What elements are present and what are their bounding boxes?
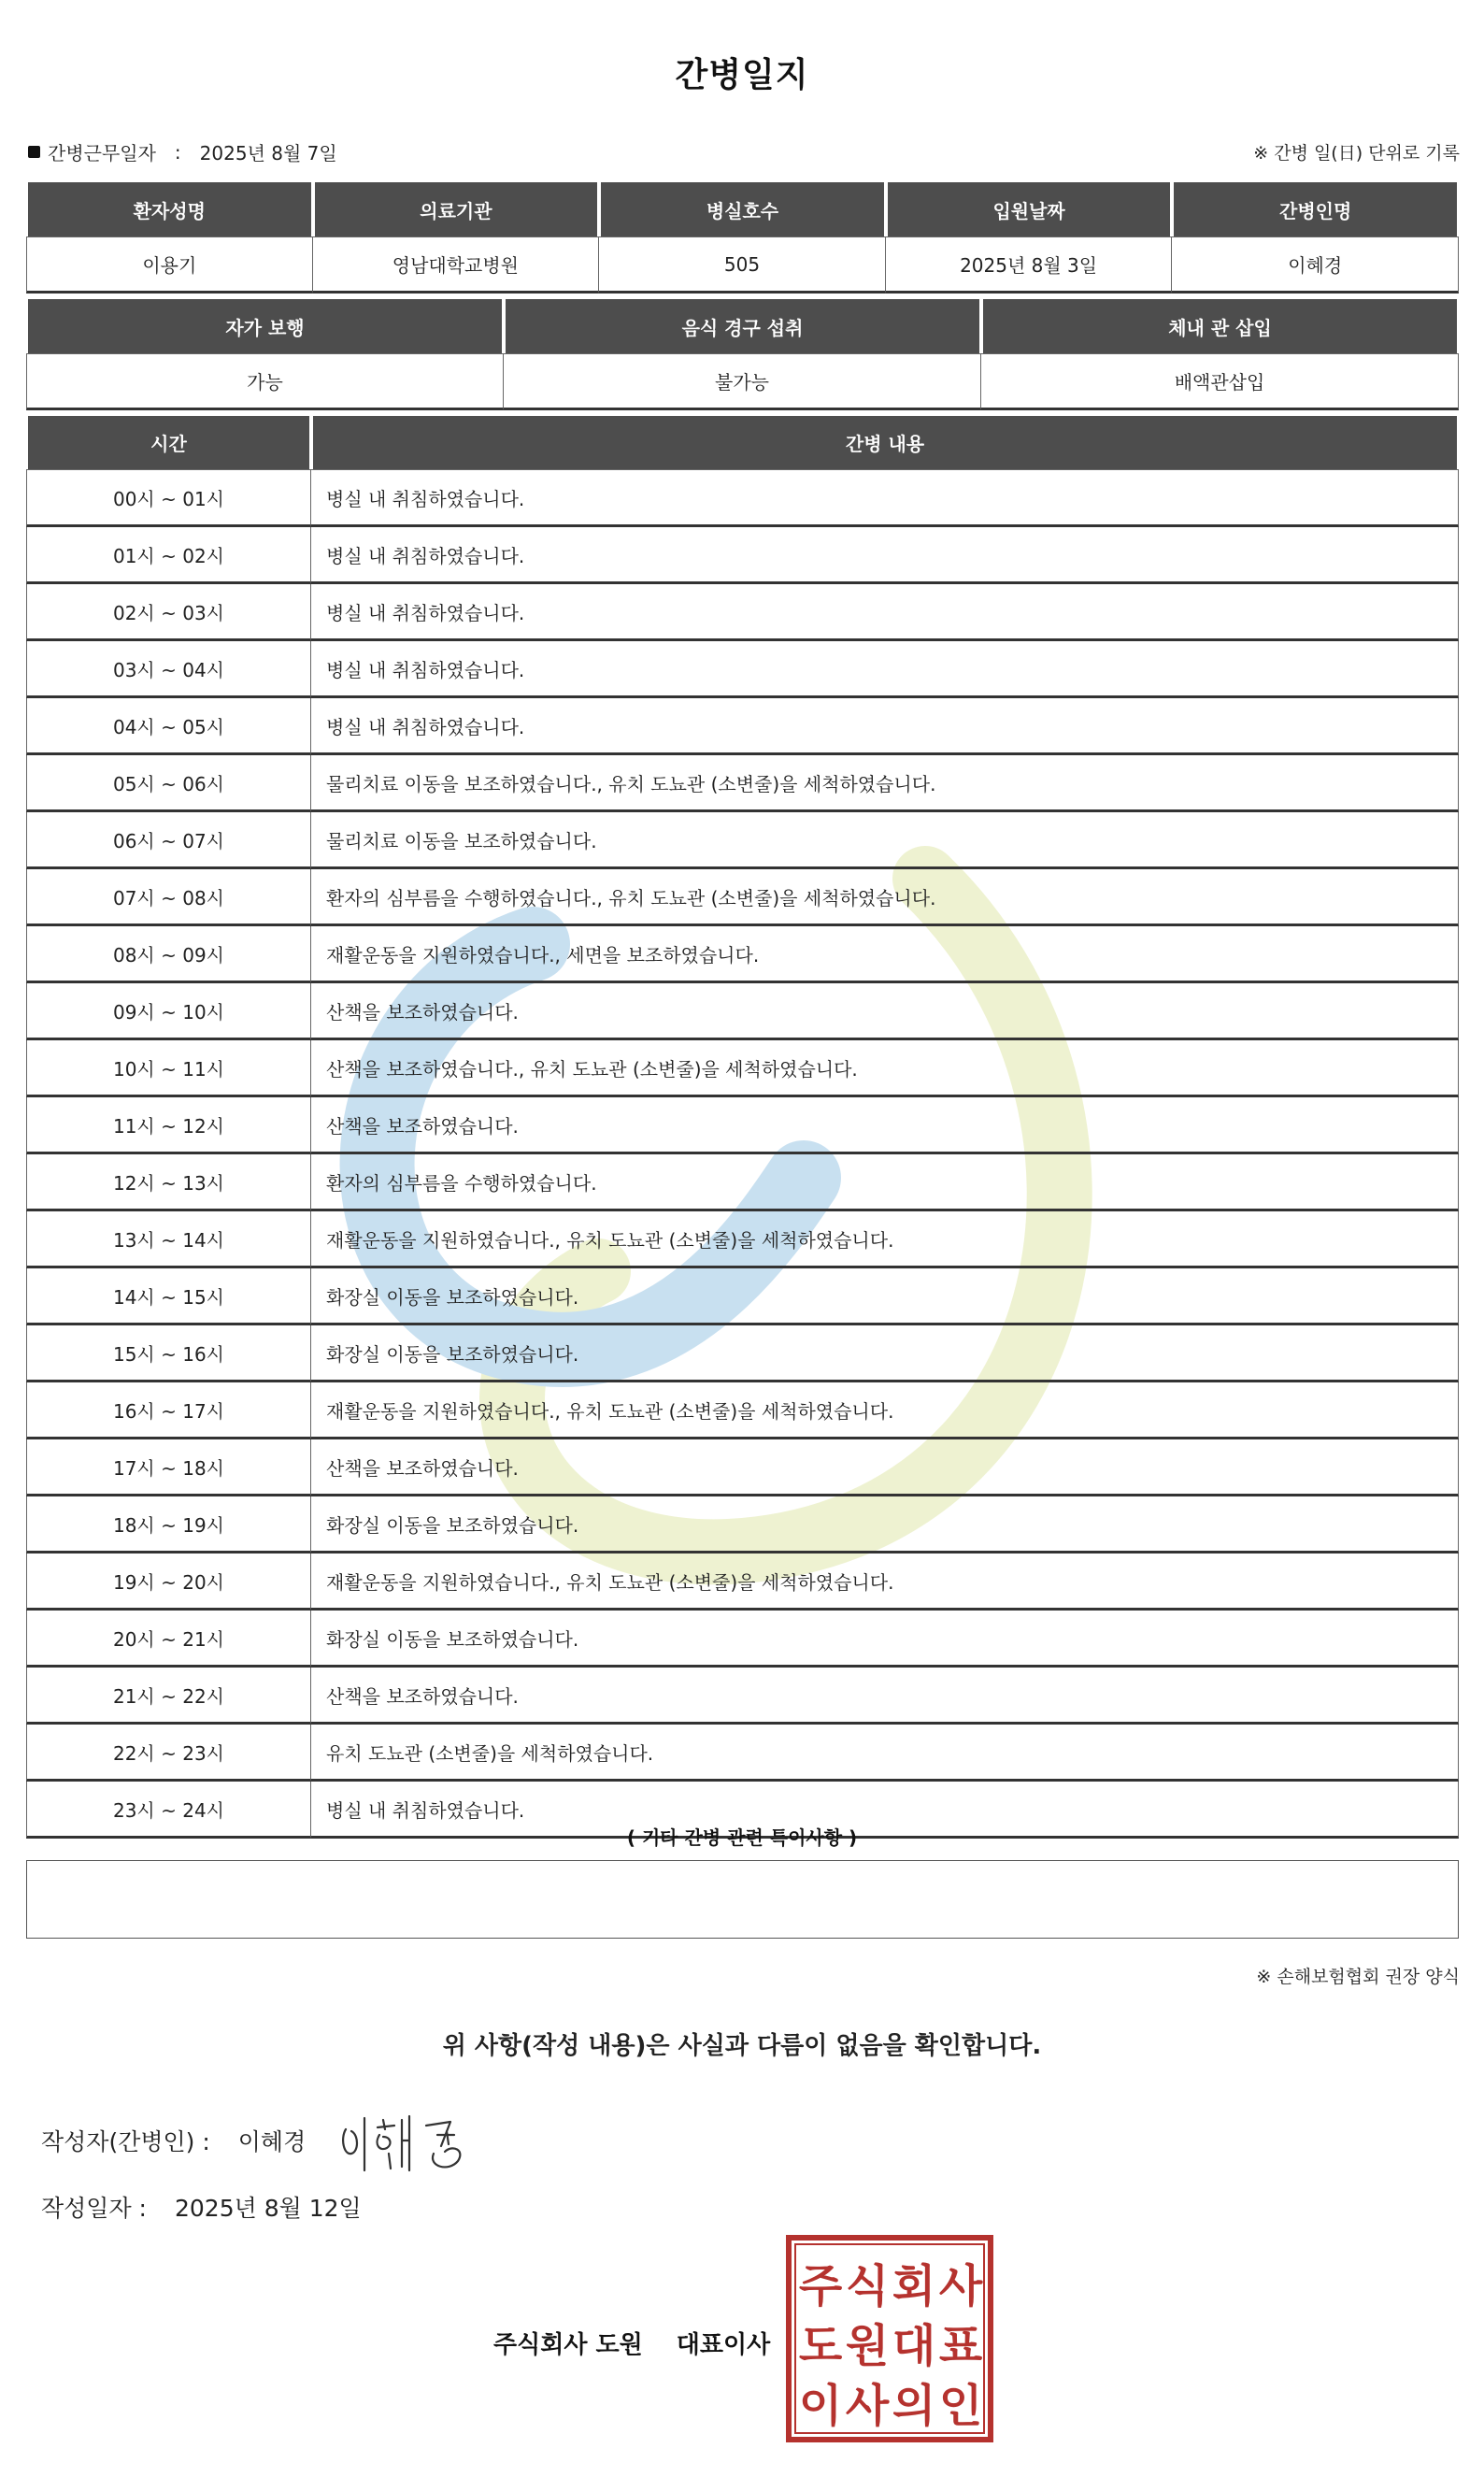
table-row bbox=[26, 527, 1459, 584]
log-time-cell: 17시 ~ 18시 bbox=[26, 1439, 311, 1496]
log-time-cell: 09시 ~ 10시 bbox=[26, 983, 311, 1040]
log-time-cell: 02시 ~ 03시 bbox=[26, 584, 311, 641]
table-header-row bbox=[26, 297, 1459, 353]
log-content-cell: 병실 내 취침하였습니다. bbox=[311, 584, 1459, 641]
log-time-cell: 00시 ~ 01시 bbox=[26, 469, 311, 527]
table-row bbox=[26, 1496, 1459, 1553]
log-content-cell: 유치 도뇨관 (소변줄)을 세척하였습니다. bbox=[311, 1725, 1459, 1782]
log-time-cell: 22시 ~ 23시 bbox=[26, 1725, 311, 1782]
log-content-cell: 재활운동을 지원하였습니다., 세면을 보조하였습니다. bbox=[311, 926, 1459, 983]
header-patient-name: 환자성명 bbox=[26, 180, 313, 236]
written-date-label: 작성일자 : bbox=[41, 2195, 147, 2222]
table-row bbox=[26, 236, 1459, 294]
log-content-cell: 병실 내 취침하였습니다. bbox=[311, 1782, 1459, 1839]
log-time-cell: 11시 ~ 12시 bbox=[26, 1097, 311, 1154]
header-time: 시간 bbox=[26, 414, 311, 469]
seal-glyph: 사 bbox=[845, 2380, 890, 2432]
log-time-cell: 01시 ~ 02시 bbox=[26, 527, 311, 584]
log-time-cell: 10시 ~ 11시 bbox=[26, 1040, 311, 1097]
header-walking: 자가 보행 bbox=[26, 297, 504, 353]
form-source-note: ※ 손해보험협회 권장 양식 bbox=[1256, 1967, 1460, 1987]
seal-glyph: 인 bbox=[938, 2380, 983, 2432]
seal-glyph: 의 bbox=[892, 2380, 936, 2432]
table-row bbox=[26, 1211, 1459, 1268]
table-row bbox=[26, 1325, 1459, 1382]
table-row bbox=[26, 469, 1459, 527]
work-date-line bbox=[28, 138, 337, 165]
log-content-cell: 산책을 보조하였습니다. bbox=[311, 1439, 1459, 1496]
log-content-cell: 병실 내 취침하였습니다. bbox=[311, 641, 1459, 698]
header-room-number: 병실호수 bbox=[599, 180, 886, 236]
log-time-cell: 19시 ~ 20시 bbox=[26, 1553, 311, 1611]
notes-box bbox=[26, 1860, 1459, 1939]
patient-info-table bbox=[26, 180, 1459, 294]
log-content-cell: 물리치료 이동을 보조하였습니다., 유치 도뇨관 (소변줄)을 세척하였습니다. bbox=[311, 755, 1459, 812]
room-number: 505 bbox=[599, 236, 886, 294]
care-log-table bbox=[26, 414, 1459, 1839]
log-time-cell: 21시 ~ 22시 bbox=[26, 1668, 311, 1725]
log-content-cell: 화장실 이동을 보조하였습니다. bbox=[311, 1611, 1459, 1668]
company-seal-stamp bbox=[785, 2234, 994, 2443]
log-content-cell: 산책을 보조하였습니다. bbox=[311, 983, 1459, 1040]
table-row bbox=[26, 1668, 1459, 1725]
hospital-name: 영남대학교병원 bbox=[313, 236, 600, 294]
confirmation-statement: 위 사항(작성 내용)은 사실과 다름이 없음을 확인합니다. bbox=[442, 2032, 1042, 2060]
work-date-value: 2025년 8월 7일 bbox=[199, 142, 337, 165]
care-log-body bbox=[26, 469, 1459, 1839]
log-content-cell: 산책을 보조하였습니다., 유치 도뇨관 (소변줄)을 세척하였습니다. bbox=[311, 1040, 1459, 1097]
table-row bbox=[26, 926, 1459, 983]
table-header-row bbox=[26, 414, 1459, 469]
seal-glyph: 원 bbox=[845, 2320, 890, 2372]
log-time-cell: 06시 ~ 07시 bbox=[26, 812, 311, 869]
author-label: 작성자(간병인) : bbox=[41, 2128, 210, 2155]
log-time-cell: 15시 ~ 16시 bbox=[26, 1325, 311, 1382]
seal-glyph: 표 bbox=[938, 2320, 983, 2372]
bullet-square-icon bbox=[28, 146, 40, 158]
seal-glyph: 식 bbox=[845, 2260, 890, 2312]
company-name: 주식회사 도원 bbox=[493, 2331, 643, 2359]
author-name: 이혜경 bbox=[237, 2128, 307, 2155]
company-line bbox=[493, 2326, 770, 2360]
log-time-cell: 16시 ~ 17시 bbox=[26, 1382, 311, 1439]
admission-date: 2025년 8월 3일 bbox=[886, 236, 1173, 294]
table-row bbox=[26, 983, 1459, 1040]
log-time-cell: 08시 ~ 09시 bbox=[26, 926, 311, 983]
table-row bbox=[26, 698, 1459, 755]
log-time-cell: 14시 ~ 15시 bbox=[26, 1268, 311, 1325]
log-content-cell: 병실 내 취침하였습니다. bbox=[311, 527, 1459, 584]
table-row bbox=[26, 1553, 1459, 1611]
log-content-cell: 화장실 이동을 보조하였습니다. bbox=[311, 1268, 1459, 1325]
notes-title: ( 기타 간병 관련 특이사항 ) bbox=[626, 1826, 858, 1849]
log-content-cell: 화장실 이동을 보조하였습니다. bbox=[311, 1496, 1459, 1553]
log-time-cell: 07시 ~ 08시 bbox=[26, 869, 311, 926]
work-date-separator: : bbox=[174, 140, 181, 164]
seal-glyph: 도 bbox=[798, 2320, 843, 2372]
table-row bbox=[26, 1268, 1459, 1325]
caregiver-name: 이혜경 bbox=[1172, 236, 1459, 294]
seal-glyph: 대 bbox=[892, 2320, 936, 2372]
table-row bbox=[26, 1725, 1459, 1782]
log-content-cell: 산책을 보조하였습니다. bbox=[311, 1097, 1459, 1154]
table-row bbox=[26, 1611, 1459, 1668]
table-row bbox=[26, 755, 1459, 812]
seal-glyph: 이 bbox=[798, 2380, 843, 2432]
header-hospital: 의료기관 bbox=[313, 180, 600, 236]
log-content-cell: 환자의 심부름을 수행하였습니다., 유치 도뇨관 (소변줄)을 세척하였습니다. bbox=[311, 869, 1459, 926]
header-caregiver-name: 간병인명 bbox=[1172, 180, 1459, 236]
log-time-cell: 18시 ~ 19시 bbox=[26, 1496, 311, 1553]
log-time-cell: 20시 ~ 21시 bbox=[26, 1611, 311, 1668]
log-time-cell: 05시 ~ 06시 bbox=[26, 755, 311, 812]
table-row bbox=[26, 1097, 1459, 1154]
table-header-row bbox=[26, 180, 1459, 236]
author-line bbox=[41, 2124, 306, 2157]
log-content-cell: 병실 내 취침하였습니다. bbox=[311, 698, 1459, 755]
written-date-line bbox=[41, 2190, 362, 2224]
work-date-label: 간병근무일자 bbox=[48, 142, 156, 165]
log-content-cell: 환자의 심부름을 수행하였습니다. bbox=[311, 1154, 1459, 1211]
tube-insertion-status: 배액관삽입 bbox=[981, 353, 1459, 410]
log-content-cell: 재활운동을 지원하였습니다., 유치 도뇨관 (소변줄)을 세척하였습니다. bbox=[311, 1211, 1459, 1268]
log-content-cell: 산책을 보조하였습니다. bbox=[311, 1668, 1459, 1725]
log-content-cell: 화장실 이동을 보조하였습니다. bbox=[311, 1325, 1459, 1382]
header-tube-insertion: 체내 관 삽입 bbox=[981, 297, 1459, 353]
document-title: 간병일지 bbox=[675, 56, 809, 94]
table-row bbox=[26, 353, 1459, 410]
record-note: ※ 간병 일(日) 단위로 기록 bbox=[1253, 143, 1460, 164]
log-time-cell: 23시 ~ 24시 bbox=[26, 1782, 311, 1839]
table-row bbox=[26, 1439, 1459, 1496]
oral-intake-status: 불가능 bbox=[504, 353, 981, 410]
log-content-cell: 재활운동을 지원하였습니다., 유치 도뇨관 (소변줄)을 세척하였습니다. bbox=[311, 1553, 1459, 1611]
table-row bbox=[26, 584, 1459, 641]
header-care-content: 간병 내용 bbox=[311, 414, 1459, 469]
header-oral-intake: 음식 경구 섭취 bbox=[504, 297, 981, 353]
log-time-cell: 03시 ~ 04시 bbox=[26, 641, 311, 698]
table-row bbox=[26, 1154, 1459, 1211]
seal-glyph: 주 bbox=[798, 2260, 843, 2312]
table-row bbox=[26, 812, 1459, 869]
written-date-value: 2025년 8월 12일 bbox=[174, 2195, 362, 2222]
table-row bbox=[26, 641, 1459, 698]
log-time-cell: 13시 ~ 14시 bbox=[26, 1211, 311, 1268]
log-content-cell: 재활운동을 지원하였습니다., 유치 도뇨관 (소변줄)을 세척하였습니다. bbox=[311, 1382, 1459, 1439]
walking-status: 가능 bbox=[26, 353, 504, 410]
log-content-cell: 물리치료 이동을 보조하였습니다. bbox=[311, 812, 1459, 869]
handwritten-signature bbox=[336, 2101, 505, 2176]
log-time-cell: 12시 ~ 13시 bbox=[26, 1154, 311, 1211]
header-admission-date: 입원날짜 bbox=[886, 180, 1173, 236]
patient-status-table bbox=[26, 297, 1459, 410]
company-representative-title: 대표이사 bbox=[676, 2331, 771, 2359]
table-row bbox=[26, 1382, 1459, 1439]
table-row bbox=[26, 869, 1459, 926]
patient-name: 이용기 bbox=[26, 236, 313, 294]
seal-glyph: 사 bbox=[938, 2260, 983, 2312]
log-content-cell: 병실 내 취침하였습니다. bbox=[311, 469, 1459, 527]
table-row bbox=[26, 1040, 1459, 1097]
seal-glyph: 회 bbox=[892, 2260, 936, 2312]
log-time-cell: 04시 ~ 05시 bbox=[26, 698, 311, 755]
